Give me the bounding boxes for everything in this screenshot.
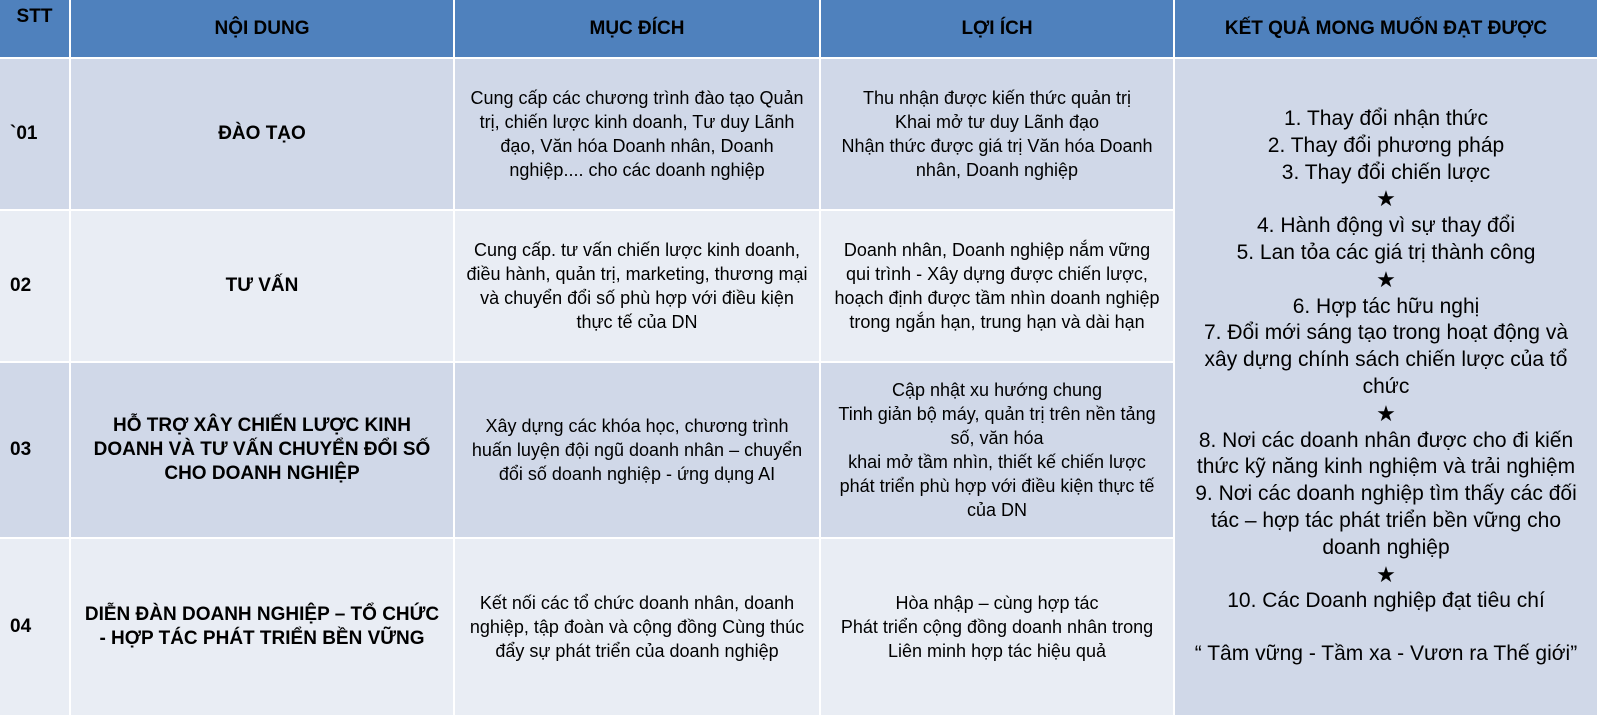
header-benefit: LỢI ÍCH: [821, 0, 1175, 59]
result-item: 5. Lan tỏa các giá trị thành công: [1236, 241, 1536, 265]
header-row: [0, 0, 1599, 59]
row-benefit: Doanh nhân, Doanh nghiệp nắm vững qui trình - Xây dựng được chiến lược, hoạch định được tầm nhìn doanh nghiệp trong ngắn hạn, trung hạn và dài hạn: [821, 211, 1175, 363]
row-number: 02: [0, 211, 71, 363]
slogan: “ Tâm vững - Tầm xa - Vươn ra Thế giới”: [1194, 642, 1578, 666]
row-benefit: Hòa nhập – cùng hợp tác Phát triển cộng đồng doanh nhân trong Liên minh hợp tác hiệu quả: [821, 539, 1175, 717]
row-content: ĐÀO TẠO: [71, 59, 455, 211]
star-icon: ★: [1376, 186, 1396, 212]
row-content: TƯ VẤN: [71, 211, 455, 363]
row-purpose: Kết nối các tổ chức doanh nhân, doanh nghiệp, tập đoàn và cộng đồng Cùng thúc đẩy sự phát triển của doanh nghiệp: [455, 539, 821, 717]
result-item: 6. Hợp tác hữu nghị: [1292, 294, 1480, 318]
result-item: 7. Đổi mới sáng tạo trong hoạt động và xây dựng chính sách chiến lược của tổ chức: [1204, 321, 1568, 398]
result-item: 8. Nơi các doanh nhân được cho đi kiến thức kỹ năng kinh nghiệm và trải nghiệm: [1196, 428, 1576, 479]
row-content: HỖ TRỢ XÂY CHIẾN LƯỢC KINH DOANH VÀ TƯ VẤN CHUYỂN ĐỔI SỐ CHO DOANH NGHIỆP: [71, 363, 455, 539]
result-item: 9. Nơi các doanh nghiệp tìm thấy các đối tác – hợp tác phát triển bền vững cho doanh nghiệp: [1195, 482, 1577, 559]
results-cell: [1175, 59, 1599, 717]
row-purpose: Xây dựng các khóa học, chương trình huấn luyện đội ngũ doanh nhân – chuyển đổi số doanh nghiệp - ứng dụng AI: [455, 363, 821, 539]
row-number: `01: [0, 59, 71, 211]
header-purpose: MỤC ĐÍCH: [455, 0, 821, 59]
result-item: 1. Thay đổi nhận thức: [1284, 107, 1488, 131]
star-icon: ★: [1376, 400, 1396, 426]
row-benefit: Cập nhật xu hướng chung Tinh giản bộ máy, quản trị trên nền tảng số, văn hóa khai mở tầm nhìn, thiết kế chiến lược phát triển phù hợp với điều kiện thực tế của DN: [821, 363, 1175, 539]
table-row: [0, 59, 1599, 211]
result-item: 10. Các Doanh nghiệp đạt tiêu chí: [1227, 589, 1545, 613]
row-benefit: Thu nhận được kiến thức quản trị Khai mở tư duy Lãnh đạo Nhận thức được giá trị Văn hóa Doanh nhân, Doanh nghiệp: [821, 59, 1175, 211]
row-content: DIỄN ĐÀN DOANH NGHIỆP – TỔ CHỨC - HỢP TÁC PHÁT TRIỂN BỀN VỮNG: [71, 539, 455, 717]
result-item: 3. Thay đổi chiến lược: [1281, 160, 1491, 184]
header-stt: STT: [0, 0, 71, 59]
row-number: 03: [0, 363, 71, 539]
star-icon: ★: [1376, 266, 1396, 292]
result-item: 2. Thay đổi phương pháp: [1267, 133, 1505, 157]
header-content: NỘI DUNG: [71, 0, 455, 59]
row-number: 04: [0, 539, 71, 717]
star-icon: ★: [1376, 561, 1396, 587]
header-result: KẾT QUẢ MONG MUỐN ĐẠT ĐƯỢC: [1175, 0, 1599, 59]
row-purpose: Cung cấp các chương trình đào tạo Quản trị, chiến lược kinh doanh, Tư duy Lãnh đạo, Văn hóa Doanh nhân, Doanh nghiệp.... cho các doanh nghiệp: [455, 59, 821, 211]
row-purpose: Cung cấp. tư vấn chiến lược kinh doanh, điều hành, quản trị, marketing, thương mại và chuyển đổi số phù hợp với điều kiện thực tế của DN: [455, 211, 821, 363]
result-item: 4. Hành động vì sự thay đổi: [1256, 214, 1516, 238]
